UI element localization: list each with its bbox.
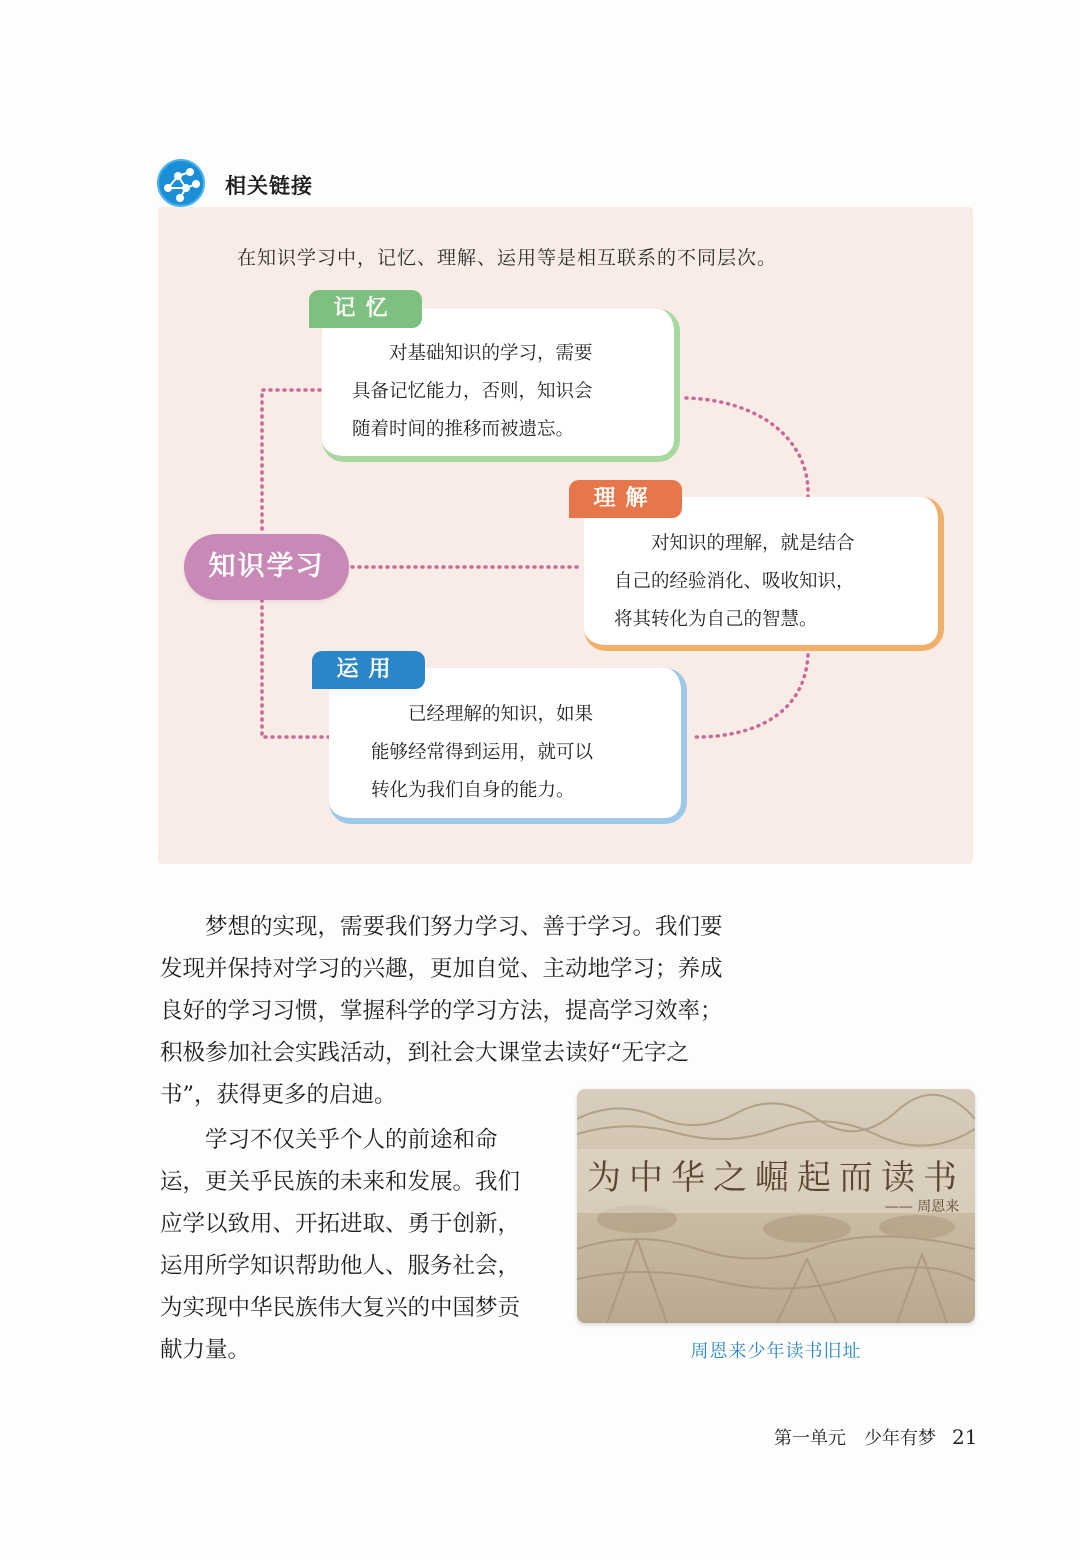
paragraph-line: 运用所学知识帮助他人、服务社会，	[160, 1253, 521, 1279]
photo-signature: —— 周恩来	[884, 1199, 960, 1215]
network-globe-icon	[156, 158, 206, 208]
page-footer	[774, 1424, 977, 1450]
memory-line-1: 对基础知识的学习，需要	[389, 343, 593, 364]
paragraph-line: 为实现中华民族伟大复兴的中国梦贡	[160, 1295, 521, 1321]
application-tag: 运用	[312, 651, 425, 689]
paragraph-line: 献力量。	[160, 1337, 251, 1363]
paragraph-line: 学习不仅关乎个人的前途和命	[205, 1127, 498, 1153]
understanding-tag: 理解	[569, 480, 682, 518]
paragraph-line: 应学以致用、开拓进取、勇于创新，	[160, 1211, 521, 1237]
center-node-knowledge-learning: 知识学习	[184, 534, 349, 600]
photo-caption: 周恩来少年读书旧址	[690, 1341, 862, 1362]
photo-inscription: 为中华之崛起而读书	[587, 1158, 965, 1198]
memory-line-2: 具备记忆能力，否则，知识会	[352, 381, 593, 402]
understanding-card	[584, 497, 944, 651]
page-number: 21	[952, 1425, 978, 1449]
body-paragraph-1	[160, 906, 764, 1116]
diagram-intro: 在知识学习中，记忆、理解、运用等是相互联系的不同层次。	[237, 247, 778, 269]
paragraph-line: 发现并保持对学习的兴趣，更加自觉、主动地学习；养成	[160, 956, 723, 982]
understanding-line-1: 对知识的理解，就是结合	[651, 533, 855, 554]
reading-site-photo	[577, 1089, 975, 1323]
application-line-2: 能够经常得到运用，就可以	[371, 742, 594, 763]
paragraph-line: 良好的学习习惯，掌握科学的学习方法，提高学习效率；	[160, 998, 723, 1024]
paragraph-line: 运，更关乎民族的未来和发展。我们	[160, 1169, 521, 1195]
application-line-3: 转化为我们自身的能力。	[371, 780, 575, 801]
paragraph-line: 书”，获得更多的启迪。	[160, 1082, 397, 1108]
unit-label: 第一单元 少年有梦	[774, 1428, 936, 1449]
memory-card	[322, 309, 680, 462]
application-card	[329, 668, 687, 824]
paragraph-line: 梦想的实现，需要我们努力学习、善于学习。我们要	[205, 914, 723, 940]
application-line-1: 已经理解的知识，如果	[408, 704, 594, 725]
understanding-line-2: 自己的经验消化、吸收知识，	[614, 571, 855, 592]
understanding-line-3: 将其转化为自己的智慧。	[614, 609, 818, 630]
memory-line-3: 随着时间的推移而被遗忘。	[352, 419, 575, 440]
section-title: 相关链接	[225, 174, 313, 198]
paragraph-line: 积极参加社会实践活动，到社会大课堂去读好“无字之	[160, 1040, 690, 1066]
memory-tag: 记忆	[309, 290, 422, 328]
body-paragraph-2	[160, 1119, 548, 1371]
